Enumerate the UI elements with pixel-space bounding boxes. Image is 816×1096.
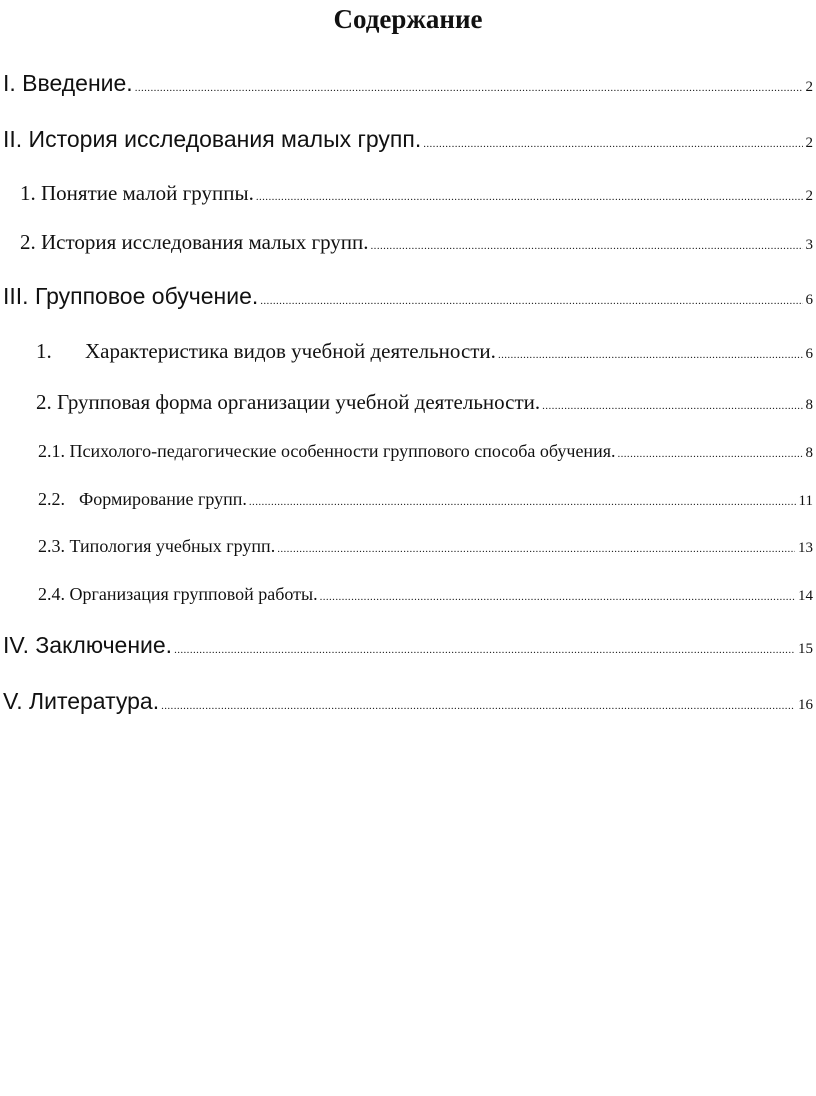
toc-leader-dots [542, 401, 802, 412]
toc-entry-label: V. Литература. [3, 688, 160, 714]
toc-entry-activity-types[interactable] [36, 339, 813, 364]
toc-entry-label: 2. История исследования малых групп. [20, 230, 369, 254]
toc-leader-dots [256, 192, 803, 203]
toc-entry-label: 2.1. Психолого-педагогические особенности группового способа обучения. [38, 441, 616, 461]
toc-entry-label: II. История исследования малых групп. [3, 126, 422, 152]
toc-leader-dots [371, 241, 803, 252]
toc-entry-label: 2. Групповая форма организации учебной деятельности. [36, 390, 541, 414]
toc-entry-label [38, 489, 247, 510]
toc-page-number: 2 [805, 135, 813, 151]
toc-entry-label: I. Введение. [3, 70, 133, 96]
toc-entry-group-typology[interactable] [38, 536, 813, 557]
toc-page-number: 8 [805, 445, 813, 461]
toc-entry-conclusion[interactable] [3, 632, 813, 659]
toc-leader-dots [320, 592, 795, 603]
toc-leader-dots [161, 701, 795, 712]
toc-entry-group-learning[interactable] [3, 283, 813, 310]
toc-entry-group-form[interactable] [36, 390, 813, 415]
toc-leader-dots [498, 350, 803, 361]
toc-entry-number: 1. [36, 339, 52, 363]
toc-page-number: 8 [805, 397, 813, 413]
toc-page-number: 14 [798, 588, 813, 604]
toc-page-number: 2 [805, 79, 813, 95]
toc-entry-literature[interactable] [3, 688, 813, 715]
toc-page-number: 3 [805, 237, 813, 253]
toc-page-number: 16 [798, 697, 813, 713]
toc-leader-dots [277, 544, 795, 555]
toc-entry-small-group-concept[interactable] [20, 181, 813, 206]
toc-leader-dots [260, 296, 802, 307]
toc-entry-small-group-history[interactable] [20, 230, 813, 255]
toc-entry-label: 1. Понятие малой группы. [20, 181, 254, 205]
toc-leader-dots [617, 449, 802, 460]
toc-entry-group-formation[interactable] [38, 489, 813, 510]
toc-page-number: 11 [798, 493, 813, 509]
toc-entry-label [36, 339, 496, 364]
toc-entry-label: 2.3. Типология учебных групп. [38, 536, 276, 556]
toc-entry-number: 2.2. [38, 489, 65, 509]
toc-entry-label: IV. Заключение. [3, 632, 173, 658]
toc-leader-dots [135, 83, 803, 94]
toc-page-number: 6 [805, 346, 813, 362]
toc-page-number: 2 [805, 188, 813, 204]
toc-leader-dots [249, 497, 796, 508]
page-title: Содержание [333, 4, 483, 34]
toc-entry-text: Характеристика видов учебной деятельности. [85, 339, 496, 363]
toc-entry-label: III. Групповое обучение. [3, 283, 259, 309]
toc-entry-label: 2.4. Организация групповой работы. [38, 584, 318, 604]
toc-leader-dots [423, 139, 802, 150]
toc-entry-text: Формирование групп. [79, 489, 247, 509]
toc-entry-history[interactable] [3, 126, 813, 153]
toc-page-number: 13 [798, 540, 813, 556]
toc-entry-group-work[interactable] [38, 584, 813, 605]
toc-page-number: 6 [805, 292, 813, 308]
toc-page-number: 15 [798, 641, 813, 657]
toc-entry-introduction[interactable] [3, 70, 813, 97]
toc-entry-psych-features[interactable] [38, 441, 813, 462]
toc-leader-dots [174, 645, 795, 656]
